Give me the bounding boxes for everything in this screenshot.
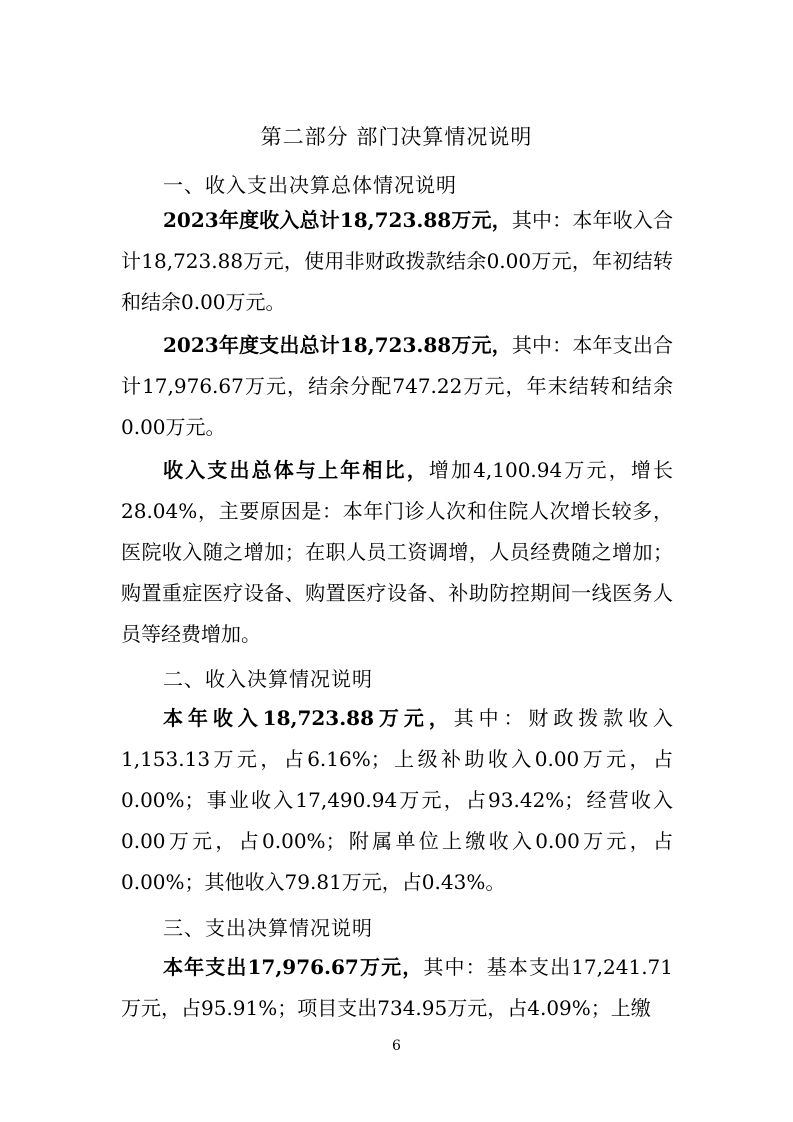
paragraph-income-total [121,200,673,323]
paragraph-yoy-comparison [121,450,673,655]
paragraph-lead: 本年收入18,723.88万元， [163,706,454,730]
section-heading-3: 三、支出决算情况说明 [163,916,373,940]
paragraph-body: 其中：财政拨款收入1,153.13万元，占6.16%；上级补助收入0.00万元，占0.00%；事业收入17,490.94万元，占93.42%；经营收入0.00万元，占0.00%；附属单位上缴收入0.00万元，占0.00%；其他收入79.81万元，占0.43%。 [121,706,673,894]
paragraph-income-detail [121,698,673,903]
paragraph-body: 其中：本年收入合计18,723.88万元，使用非财政拨款结余0.00万元，年初结转和结余0.00万元。 [121,208,673,314]
section-heading-1: 一、收入支出决算总体情况说明 [163,173,457,197]
paragraph-lead: 收入支出总体与上年相比， [163,458,429,482]
paragraph-expense-detail [121,947,673,1029]
paragraph-body: 其中：基本支出17,241.71万元，占95.91%；项目支出734.95万元，占4.09%；上缴 [121,955,673,1020]
paragraph-lead: 2023年度支出总计18,723.88万元， [163,333,512,357]
paragraph-lead: 2023年度收入总计18,723.88万元， [163,208,512,232]
paragraph-expense-total [121,325,673,448]
paragraph-body: 其中：本年支出合计17,976.67万元，结余分配747.22万元，年末结转和结余0.00万元。 [121,333,673,439]
section-heading-2: 二、收入决算情况说明 [163,667,373,691]
paragraph-lead: 本年支出17,976.67万元， [163,955,424,979]
paragraph-body: 增加4,100.94万元，增长28.04%，主要原因是：本年门诊人次和住院人次增长较多，医院收入随之增加；在职人员工资调增，人员经费随之增加；购置重症医疗设备、购置医疗设备、补助防控期间一线医务人员等经费增加。 [121,458,674,646]
page-title: 第二部分 部门决算情况说明 [260,125,533,149]
page-number: 6 [392,1038,401,1054]
